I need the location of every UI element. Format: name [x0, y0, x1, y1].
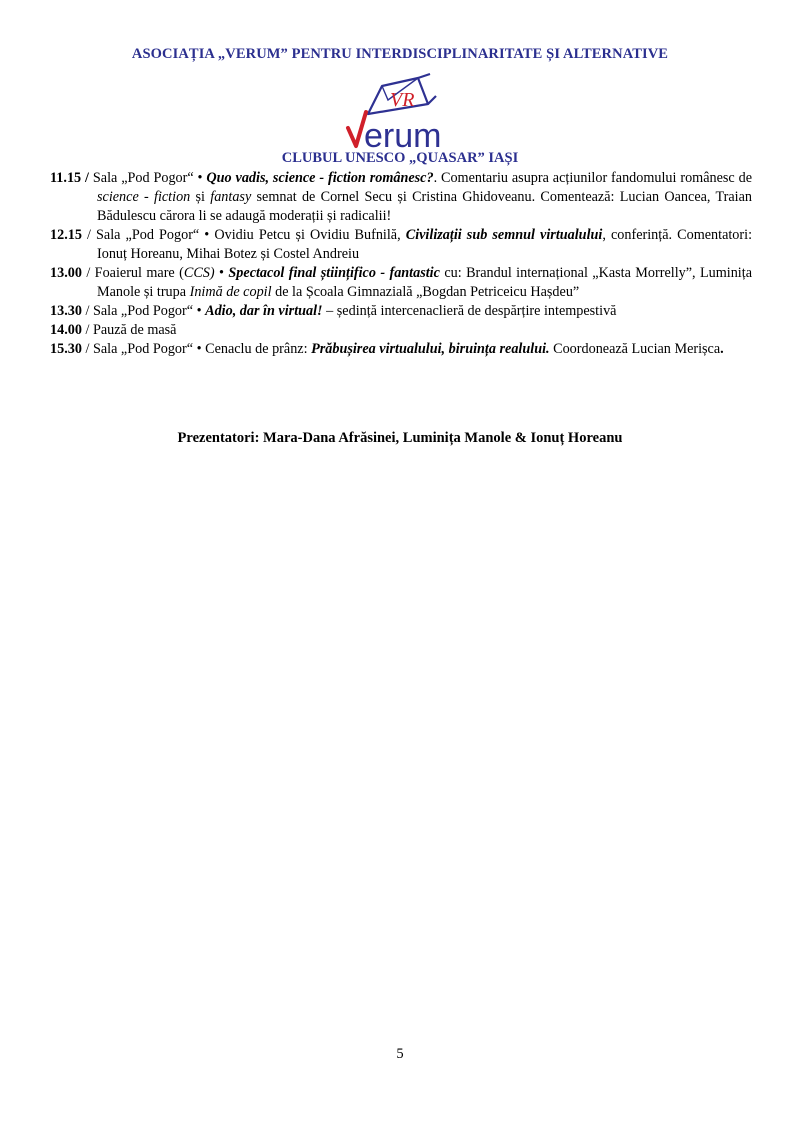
logo-wordmark: erum [364, 117, 442, 152]
entry-text: Spectacol final științifico - fantastic [228, 265, 440, 281]
entry-time: 11.15 / [50, 170, 89, 186]
entry-text: Adio, dar în virtual! [205, 303, 323, 319]
entry-text: / Foaierul mare ( [81, 265, 184, 281]
entry-text: semnat de Cornel Secu și Cristina Ghidoveanu. Comentează: Lucian Oancea, Traian Bădulescu cărora li se adaugă moderații și radicalii! [97, 189, 752, 224]
entry-text: Sala „Pod Pogor“ • [88, 170, 207, 186]
entry-time: 14.00 [50, 322, 82, 338]
program-list [50, 169, 752, 359]
entry-text: de la Școala Gimnazială „Bogdan Petriceicu Hașdeu” [271, 284, 580, 300]
entry-time: 13.30 [50, 303, 82, 319]
entry-text: și [190, 189, 211, 205]
entry-time: 15.30 [50, 341, 82, 357]
logo-monogram: VR [390, 89, 415, 111]
entry-text: – ședință intercenaclieră de despărțire intempestivă [322, 303, 617, 319]
entry-text: Quo vadis, science - fiction românesc? [206, 170, 434, 186]
entry-text: cu: Brandul internațional „Kasta Morrelly”, Luminița Manole și trupa [97, 265, 752, 300]
entry-text: / Sala „Pod Pogor“ • [81, 303, 206, 319]
entry-time: 12.15 [50, 227, 82, 243]
page-number: 5 [396, 1046, 404, 1062]
entry-text: Prăbușirea virtualului, biruința realului. [311, 341, 550, 357]
entry-text: / Sala „Pod Pogor“ • Cenaclu de prânz: [81, 341, 312, 357]
program-entry [50, 340, 752, 359]
program-entry [50, 302, 752, 321]
entry-text: Inimă de copil [189, 284, 272, 300]
entry-text: • [214, 265, 229, 281]
entry-text: CCS) [183, 265, 215, 281]
club-title: CLUBUL UNESCO „QUASAR” IAȘI [281, 150, 519, 166]
entry-text: Civilizații sub semnul virtualului [405, 227, 603, 243]
program-entry [50, 264, 752, 302]
entry-time: 13.00 [50, 265, 82, 281]
entry-text: science - fiction [97, 189, 191, 205]
association-title: ASOCIAȚIA „VERUM” PENTRU INTERDISCIPLINARITATE ȘI ALTERNATIVE [131, 46, 669, 62]
entry-text: fantasy [210, 189, 252, 205]
presenters-line: Prezentatori: Mara-Dana Afrăsinei, Luminița Manole & Ionuț Horeanu [177, 430, 623, 446]
entry-text: / Sala „Pod Pogor“ • Ovidiu Petcu și Ovidiu Bufnilă, [81, 227, 406, 243]
program-entry [50, 169, 752, 226]
entry-text: Coordonează Lucian Merișca [549, 341, 721, 357]
verum-logo [330, 70, 470, 152]
program-entry [50, 321, 752, 340]
entry-text: . [720, 341, 724, 357]
entry-text: / Pauză de masă [81, 322, 177, 338]
entry-text: . Comentariu asupra acțiunilor fandomului românesc de [433, 170, 753, 186]
entry-text: , conferință. Comentatori: Ionuț Horeanu, Mihai Botez și Costel Andreiu [97, 227, 753, 262]
program-entry [50, 226, 752, 264]
